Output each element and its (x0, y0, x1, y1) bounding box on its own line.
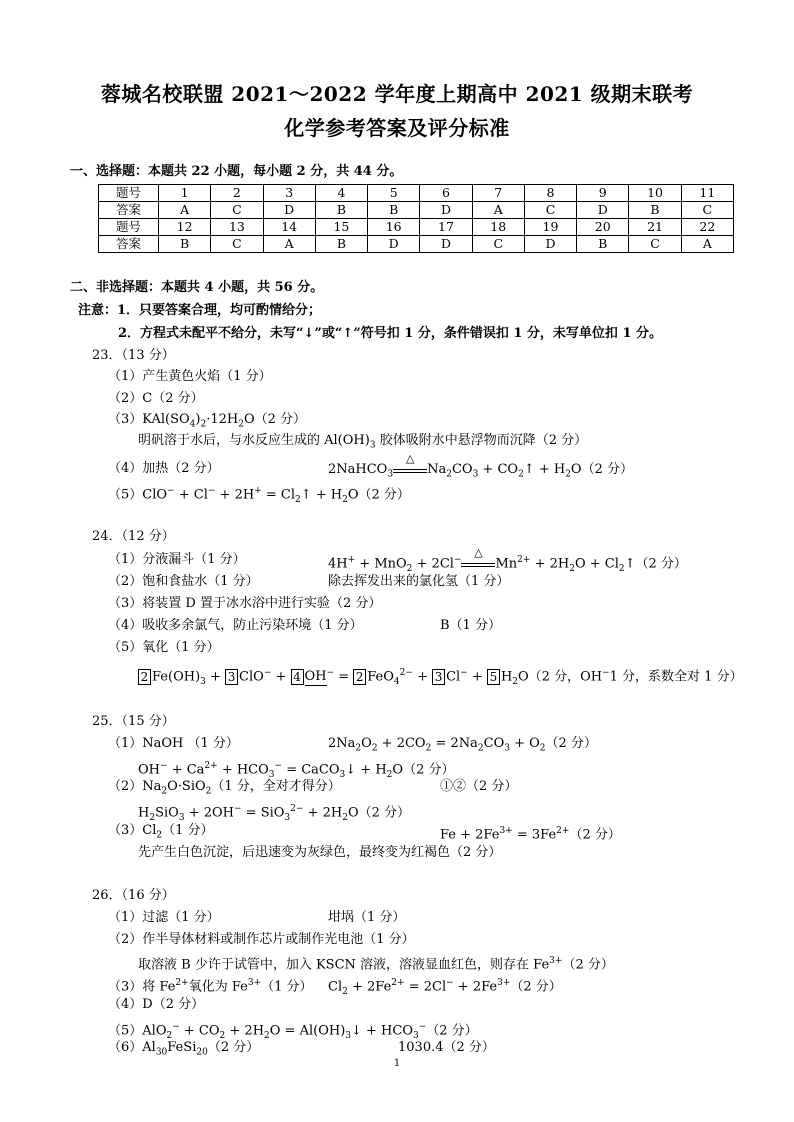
q24-part2: （2）饱和食盐水（1 分） (108, 574, 259, 589)
q26-part3-equation: $Cl_2 + 2Fe^{2+} = 2Cl^- + 2Fe^{3+}(2$ 分） (328, 978, 562, 997)
table-cell: C (211, 202, 263, 219)
q25-part1-equation: $2Na_2O_2 + 2CO_2 = 2Na_2CO_3 + O_2(2$ 分） (328, 736, 597, 754)
table-cell: C (472, 236, 524, 253)
q23-part2: （2）C（2 分） (108, 391, 204, 406)
row-label: 题号 (99, 219, 159, 236)
table-cell: B (159, 236, 211, 253)
table-cell: 10 (629, 185, 681, 202)
table-cell: 12 (159, 219, 211, 236)
section2-heading: 二、非选择题：本题共 4 小题，共 56 分。 (70, 280, 324, 295)
table-cell: 1 (159, 185, 211, 202)
table-cell: 7 (472, 185, 524, 202)
q25-part1: （1）NaOH （1 分） (108, 736, 239, 751)
q24-part5: （5）氧化（1 分） (108, 640, 220, 655)
q25-part3-observation: 先产生白色沉淀，后迅速变为灰绿色，最终变为红褐色（2 分） (138, 845, 502, 860)
table-cell: D (263, 202, 315, 219)
table-cell: B (315, 236, 367, 253)
q25-part3-equation: $Fe + 2Fe^{3+} = 3Fe^{2+}(2$ 分） (440, 826, 621, 843)
table-cell: 8 (524, 185, 576, 202)
q24-part3: （3）将装置 D 置于冰水浴中进行实验（2 分） (108, 596, 382, 611)
table-cell: 11 (681, 185, 733, 202)
table-cell: 4 (315, 185, 367, 202)
q25-part1-second: $OH^- + Ca^{2+} + HCO_3^-$ = CaCO$_3$↓ + $H_2O(2$ 分） (138, 761, 455, 780)
table-cell: 14 (263, 219, 315, 236)
page-number: 1 (393, 1058, 401, 1069)
table-cell: 19 (524, 219, 576, 236)
q24-part1: （1）分液漏斗（1 分） (108, 552, 246, 567)
q26-part6: $(6)Al_{30}FeSi_{20}(2$ 分） (108, 1040, 260, 1058)
table-row (99, 185, 734, 202)
q26-part1: （1）过滤（1 分） (108, 910, 220, 925)
table-cell: B (577, 236, 629, 253)
table-cell: D (420, 236, 472, 253)
q25-part3: $(3)Cl_2(1$ 分） (108, 823, 214, 841)
table-row (99, 202, 734, 219)
table-cell: D (368, 236, 420, 253)
q26-part4: （4）D（2 分） (108, 997, 205, 1012)
table-cell: C (524, 202, 576, 219)
table-cell: 20 (577, 219, 629, 236)
table-row (99, 236, 734, 253)
table-cell: 6 (420, 185, 472, 202)
table-row (99, 219, 734, 236)
table-cell: 9 (577, 185, 629, 202)
table-cell: C (211, 236, 263, 253)
table-cell: 21 (629, 219, 681, 236)
section1-heading: 一、选择题：本题共 22 小题，每小题 2 分，共 44 分。 (70, 164, 403, 179)
q23-part5: $(5)ClO^- + Cl^- + 2H^+ = Cl_2↑ + H_2O(2$ 分） (108, 486, 410, 505)
q25-part2-equation: $H_2SiO_3 + 2OH^- = SiO_3^{2-} + 2H_2O(2$ 分） (138, 804, 410, 823)
note-1: 注意：1．只要答案合理，均可酌情给分； (78, 303, 322, 318)
q23-part3: $(3)KAl(SO_4)_2\cdot 12H_2O(2$ 分） (108, 412, 306, 430)
q26-part6-right: 1030.4（2 分） (398, 1040, 495, 1055)
table-cell: 3 (263, 185, 315, 202)
table-cell: A (159, 202, 211, 219)
q24-part2-right: 除去挥发出来的氯化氢（1 分） (328, 574, 510, 589)
table-cell: D (524, 236, 576, 253)
q24-part4: （4）吸收多余氯气，防止污染环境（1 分） (108, 618, 363, 633)
q23-part4: （4）加热（2 分） (108, 461, 220, 476)
table-cell: 15 (315, 219, 367, 236)
q23-heading: 23．（13 分） (92, 348, 175, 363)
table-cell: 2 (211, 185, 263, 202)
row-label: 题号 (99, 185, 159, 202)
table-cell: 5 (368, 185, 420, 202)
table-cell: C (681, 202, 733, 219)
title-line-1: 蓉城名校联盟 2021～2022 学年度上期高中 2021 级期末联考 (100, 82, 694, 106)
q26-heading: 26．（16 分） (92, 888, 175, 903)
answer-table (98, 184, 734, 253)
row-label: 答案 (99, 236, 159, 253)
table-cell: A (263, 236, 315, 253)
q24-part4-right: B（1 分） (440, 618, 501, 633)
note-2: 2．方程式未配平不给分，未写“↓”或“↑”符号扣 1 分，条件错误扣 1 分，未写单位扣 1 分。 (118, 326, 663, 341)
q26-part5: $(5)AlO_2^- + CO_2 + 2H_2O$ = $Al(OH)_3↓ + HCO_3^-(2$ 分） (108, 1022, 478, 1041)
q24-part5-equation: 2 $Fe(OH)_3 + 3$ ClO− + 4 OH− = 2 FeO$_4^{2-}$ + 3 Cl− + 5 $H_2O(2$ 分，OH−1 分，系数全对 1 分） (138, 665, 743, 690)
q24-part1-equation: 4H+ + MnO$_2$ + 2Cl− △ $Mn^{2+} + 2H_2O$ + $Cl_2↑(2$ 分） (328, 546, 687, 574)
q26-part3: （3）将 $Fe^{2+}$氧化为 $Fe^{3+}(1$ 分） (108, 978, 313, 995)
q23-part1: （1）产生黄色火焰（1 分） (108, 369, 272, 384)
table-cell: B (368, 202, 420, 219)
q25-part2-right: ①②（2 分） (440, 779, 518, 794)
table-cell: A (681, 236, 733, 253)
table-cell: D (577, 202, 629, 219)
table-cell: B (315, 202, 367, 219)
q25-part2: $(2)Na_2O\cdot SiO_2(1$ 分，全对才得分） (108, 779, 341, 797)
table-cell: C (629, 236, 681, 253)
table-cell: B (629, 202, 681, 219)
table-cell: 22 (681, 219, 733, 236)
q26-part2: （2）作半导体材料或制作芯片或制作光电池（1 分） (108, 932, 415, 947)
q26-part2-test: 取溶液 B 少许于试管中，加入 KSCN 溶液，溶液显血红色，则存在 $Fe^{3+}(2$ 分） (138, 956, 614, 973)
table-cell: 18 (472, 219, 524, 236)
q25-heading: 25．（15 分） (92, 714, 175, 729)
table-cell: 16 (368, 219, 420, 236)
q23-part4-equation: 2NaHCO$_3$ △ $Na_2CO_3$ + $CO_2↑ + H_2O(2$ 分） (328, 452, 633, 480)
row-label: 答案 (99, 202, 159, 219)
table-cell: A (472, 202, 524, 219)
table-cell: 13 (211, 219, 263, 236)
title-line-2: 化学参考答案及评分标准 (284, 116, 510, 140)
q23-part3-explain: 明矾溶于水后，与水反应生成的 $Al(OH)_3$ 胶体吸附水中悬浮物而沉降（2 分） (138, 433, 588, 451)
table-cell: 17 (420, 219, 472, 236)
table-cell: D (420, 202, 472, 219)
q26-part1-right: 坩埚（1 分） (328, 910, 406, 925)
q24-heading: 24．（12 分） (92, 529, 175, 544)
